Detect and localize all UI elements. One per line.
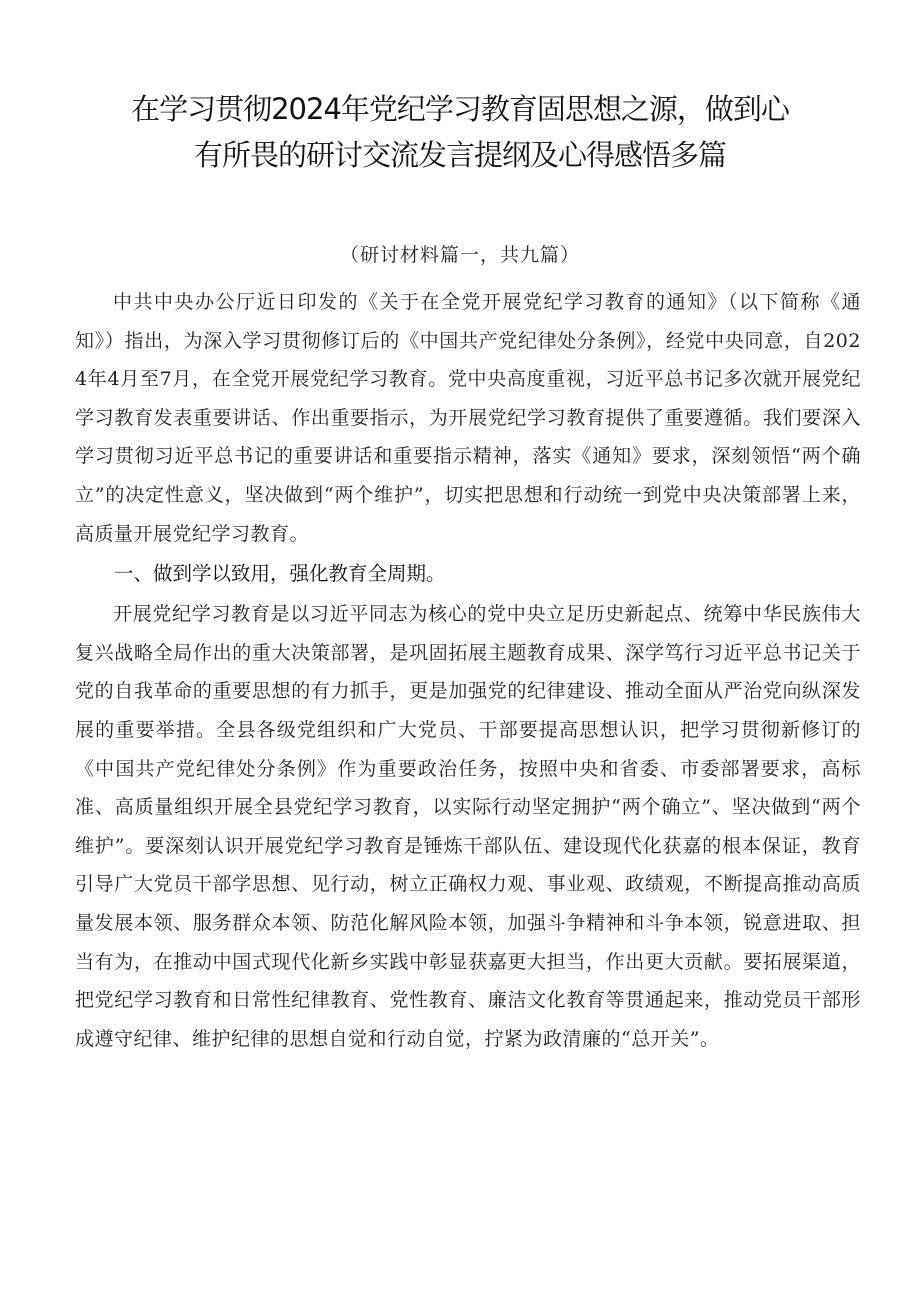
- document-title: [60, 86, 860, 178]
- document-subtitle: （研讨材料篇一，共九篇）: [339, 244, 580, 266]
- document-body: [75, 283, 861, 1058]
- document-title-line-2: 有所畏的研讨交流发言提纲及心得感悟多篇: [193, 138, 726, 172]
- section-heading-1: 一、做到学以致用，强化教育全周期。: [114, 562, 446, 586]
- paragraph-intro: 中共中央办公厅近日印发的《关于在全党开展党纪学习教育的通知》（以下简称《通知》）指出，为深入学习贯彻修订后的《中国共产党纪律处分条例》，经党中央同意，自2024年4月至7月，在全党开展党纪学习教育。党中央高度重视，习近平总书记多次就开展党纪学习教育发表重要讲话、作出重要指示，为开展党纪学习教育提供了重要遵循。我们要深入学习贯彻习近平总书记的重要讲话和重要指示精神，落实《通知》要求，深刻领悟“两个确立”的决定性意义，坚决做到“两个维护”，切实把思想和行动统一到党中央决策部署上来，高质量开展党纪学习教育。: [75, 291, 861, 545]
- paragraph-section-1: 开展党纪学习教育是以习近平同志为核心的党中央立足历史新起点、统筹中华民族伟大复兴战略全局作出的重大决策部署，是巩固拓展主题教育成果、深学笃行习近平总书记关于党的自我革命的重要思想的有力抓手，更是加强党的纪律建设、推动全面从严治党向纵深发展的重要举措。全县各级党组织和广大党员、干部要提高思想认识，把学习贯彻新修订的《中国共产党纪律处分条例》作为重要政治任务，按照中央和省委、市委部署要求，高标准、高质量组织开展全县党纪学习教育，以实际行动坚定拥护“两个确立”、坚决做到“两个维护”。要深刻认识开展党纪学习教育是锤炼干部队伍、建设现代化获嘉的根本保证，教育引导广大党员干部学思想、见行动，树立正确权力观、事业观、政绩观，不断提高推动高质量发展本领、服务群众本领、防范化解风险本领，加强斗争精神和斗争本领，锐意进取、担当有为，在推动中国式现代化新乡实践中彰显获嘉更大担当，作出更大贡献。要拓展渠道，把党纪学习教育和日常性纪律教育、党性教育、廉洁文化教育等贯通起来，推动党员干部形成遵守纪律、维护纪律的思想自觉和行动自觉，拧紧为政清廉的“总开关”。: [75, 603, 861, 1050]
- document-title-line-1: 在学习贯彻2024年党纪学习教育固思想之源，做到心: [131, 92, 789, 126]
